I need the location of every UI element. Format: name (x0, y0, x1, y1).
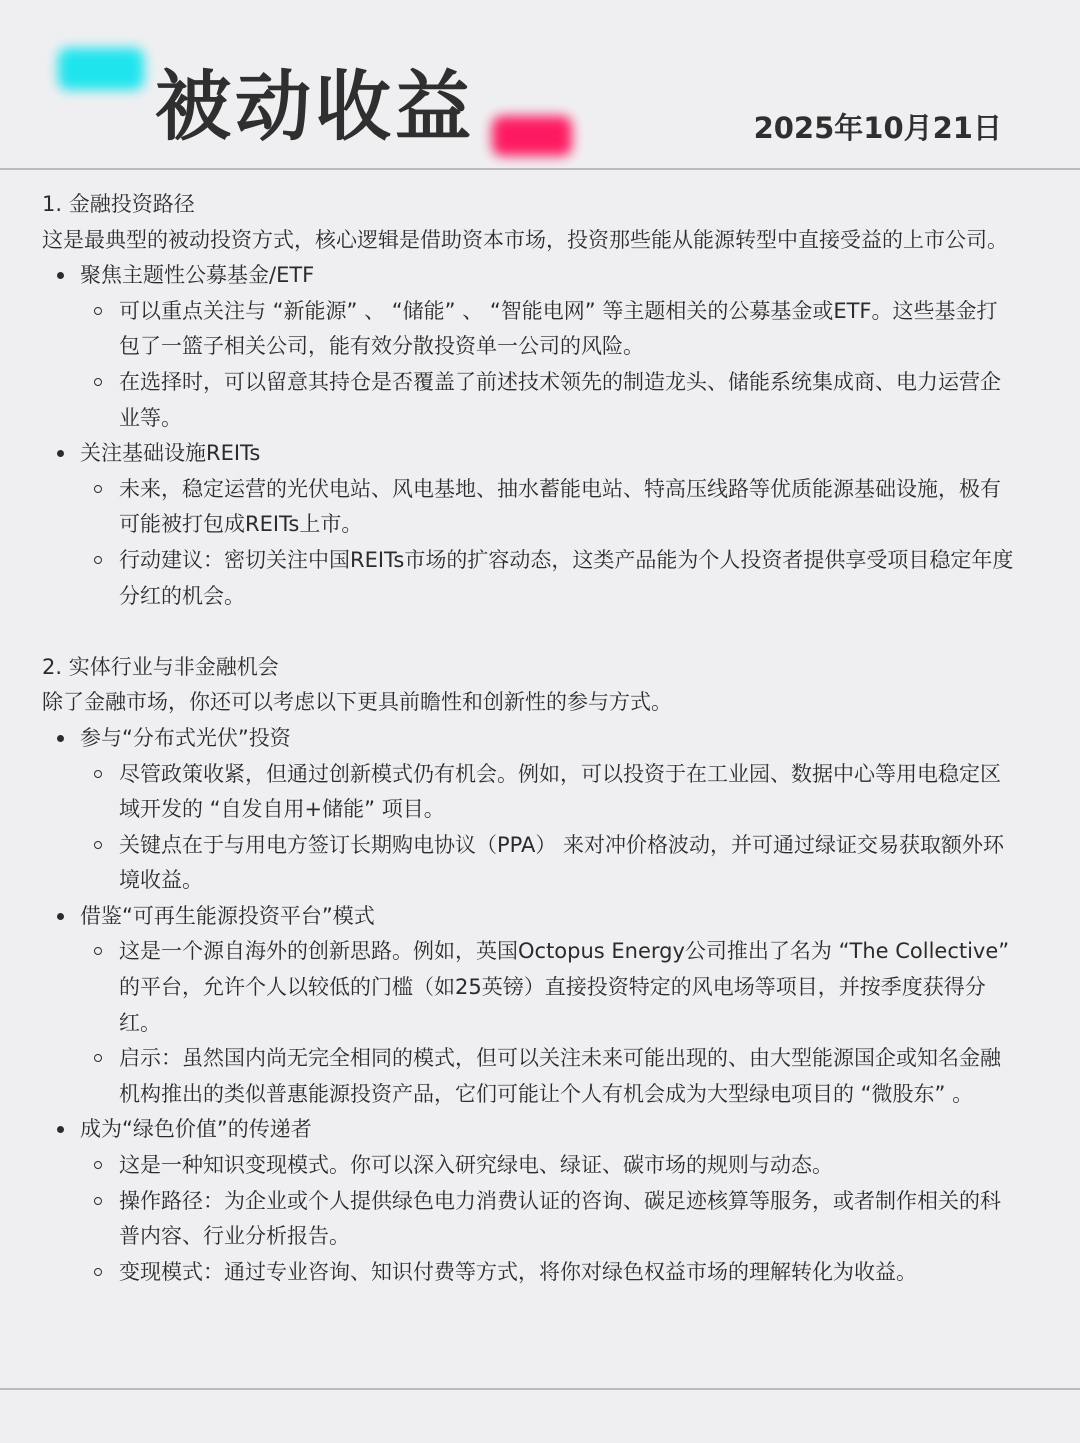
bullet-dot-icon (57, 1126, 64, 1133)
bottom-divider (0, 1388, 1080, 1390)
sub-list-item (80, 1255, 1017, 1291)
sub-list-item-text: 尽管政策收紧，但通过创新模式仍有机会。例如，可以投资于在工业园、数据中心等用电稳定区域开发的 “自发自用+储能” 项目。 (119, 761, 1001, 822)
list-item-label: 关注基础设施REITs (80, 441, 261, 466)
bullet-list (42, 258, 1017, 614)
sub-list-item (80, 365, 1017, 436)
list-item-label: 参与“分布式光伏”投资 (80, 725, 291, 750)
sub-list-item-text: 这是一个源自海外的创新思路。例如，英国Octopus Energy公司推出了名为 “The Collective” 的平台，允许个人以较低的门槛（如25英镑）直接投资特定的风电场等项目，并按季度获得分红。 (119, 939, 1010, 1035)
bullet-circle-icon (94, 1161, 102, 1169)
list-item-label: 借鉴“可再生能源投资平台”模式 (80, 903, 375, 928)
sub-list-item (80, 828, 1017, 899)
page-title: 被动收益 (155, 62, 475, 151)
sub-list (80, 472, 1017, 614)
header (0, 0, 1080, 170)
bullet-dot-icon (57, 272, 64, 279)
sub-list-item (80, 1184, 1017, 1255)
bullet-circle-icon (94, 307, 102, 315)
sub-list-item (80, 757, 1017, 828)
list-item (42, 258, 1017, 436)
bullet-circle-icon (94, 841, 102, 849)
bullet-circle-icon (94, 556, 102, 564)
sub-list-item-text: 行动建议：密切关注中国REITs市场的扩容动态，这类产品能为个人投资者提供享受项目稳定年度分红的机会。 (119, 547, 1014, 608)
sub-list-item (80, 1148, 1017, 1184)
article-body (42, 187, 1017, 1290)
bullet-circle-icon (94, 1197, 102, 1205)
sub-list (80, 757, 1017, 899)
sub-list-item-text: 未来，稳定运营的光伏电站、风电基地、抽水蓄能电站、特高压线路等优质能源基础设施，极有可能被打包成REITs上市。 (119, 476, 1001, 537)
sub-list-item (80, 294, 1017, 365)
list-item (42, 721, 1017, 899)
sub-list (80, 934, 1017, 1112)
bullet-dot-icon (57, 913, 64, 920)
list-item-label: 成为“绿色价值”的传递者 (80, 1117, 312, 1142)
bullet-dot-icon (57, 735, 64, 742)
sub-list-item-text: 在选择时，可以留意其持仓是否覆盖了前述技术领先的制造龙头、储能系统集成商、电力运营企业等。 (119, 369, 1001, 430)
list-item (42, 1112, 1017, 1290)
sub-list-item (80, 472, 1017, 543)
page-date: 2025年10月21日 (753, 111, 1002, 145)
cyan-accent-shape (58, 48, 144, 90)
list-item (42, 436, 1017, 614)
sub-list-item-text: 关键点在于与用电方签订长期购电协议（PPA） 来对冲价格波动，并可通过绿证交易获取额外环境收益。 (119, 832, 1005, 893)
bullet-list (42, 721, 1017, 1291)
section-intro: 除了金融市场，你还可以考虑以下更具前瞻性和创新性的参与方式。 (42, 690, 672, 715)
list-item-label: 聚焦主题性公募基金/ETF (80, 263, 315, 288)
bullet-circle-icon (94, 485, 102, 493)
sub-list (80, 1148, 1017, 1290)
sub-list-item-text: 可以重点关注与 “新能源” 、 “储能” 、 “智能电网” 等主题相关的公募基金或ETF。这些基金打包了一篮子相关公司，能有效分散投资单一公司的风险。 (119, 298, 998, 359)
list-item (42, 899, 1017, 1113)
bullet-circle-icon (94, 947, 102, 955)
bullet-circle-icon (94, 1054, 102, 1062)
sub-list-item-text: 变现模式：通过专业咨询、知识付费等方式，将你对绿色权益市场的理解转化为收益。 (119, 1259, 917, 1284)
sub-list-item-text: 操作路径：为企业或个人提供绿色电力消费认证的咨询、碳足迹核算等服务，或者制作相关的科普内容、行业分析报告。 (119, 1188, 1001, 1249)
sub-list (80, 294, 1017, 436)
pink-accent-shape (492, 116, 572, 156)
bullet-circle-icon (94, 378, 102, 386)
section-title: 2. 实体行业与非金融机会 (42, 654, 279, 679)
sub-list-item-text: 启示：虽然国内尚无完全相同的模式，但可以关注未来可能出现的、由大型能源国企或知名金融机构推出的类似普惠能源投资产品，它们可能让个人有机会成为大型绿电项目的 “微股东” 。 (119, 1046, 1001, 1106)
sub-list-item (80, 934, 1017, 1041)
sub-list-item (80, 1041, 1017, 1112)
section-title: 1. 金融投资路径 (42, 192, 195, 216)
sub-list-item (80, 543, 1017, 614)
bullet-circle-icon (94, 1268, 102, 1276)
section-financial-investment (42, 187, 1017, 614)
section-intro: 这是最典型的被动投资方式，核心逻辑是借助资本市场，投资那些能从能源转型中直接受益的上市公司。 (42, 227, 1008, 252)
bullet-dot-icon (57, 450, 64, 457)
top-divider (0, 168, 1080, 170)
sub-list-item-text: 这是一种知识变现模式。你可以深入研究绿电、绿证、碳市场的规则与动态。 (119, 1153, 833, 1178)
bullet-circle-icon (94, 770, 102, 778)
section-non-financial-opportunities (42, 650, 1017, 1291)
